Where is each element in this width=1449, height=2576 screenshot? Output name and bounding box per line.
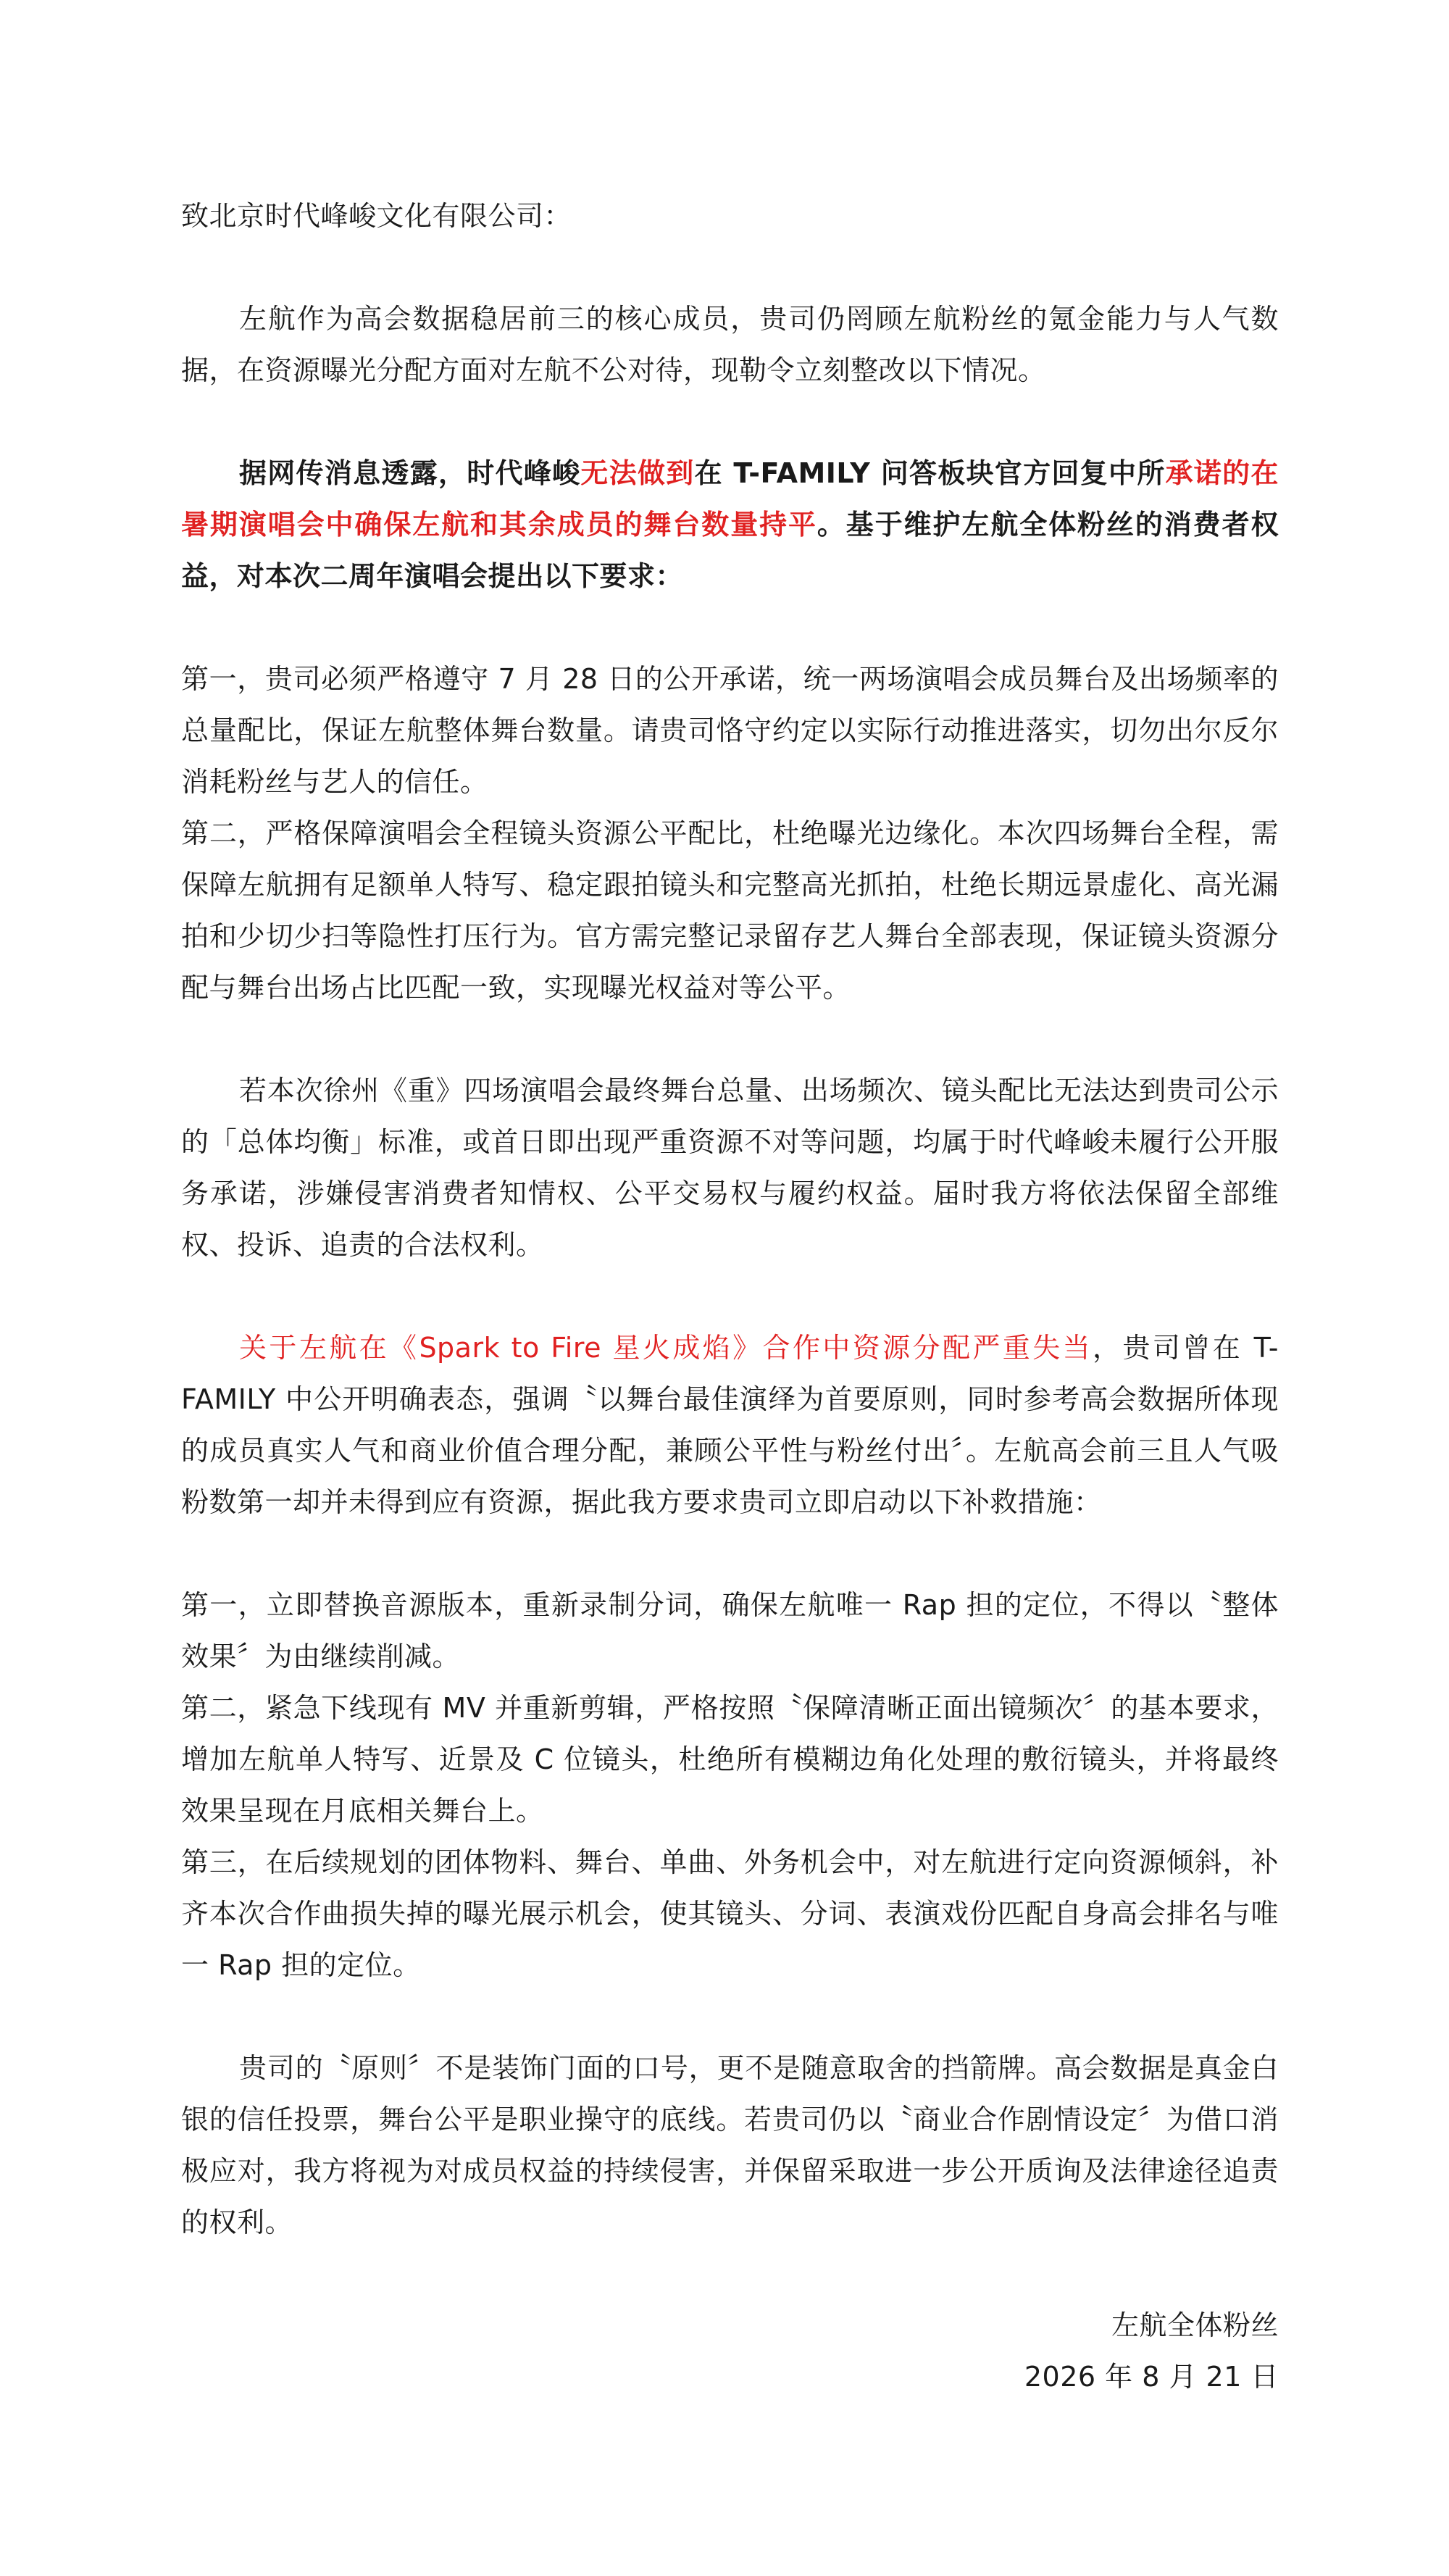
promise-text-e: 。基于维护左航全体粉丝的消费者权益，对本次二周年演唱会提出以下要求： bbox=[181, 509, 1279, 592]
promise-text-c: 在 T-FAMILY 问答板块官方回复中所 bbox=[694, 457, 1166, 489]
promise-text-a: 据网传消息透露，时代峰峻 bbox=[239, 457, 581, 489]
paragraph-closing: 贵司的〝原则〞不是装饰门面的口号，更不是随意取舍的挡箭牌。高会数据是真金白银的信任投票，舞台公平是职业操守的底线。若贵司仍以〝商业合作剧情设定〞为借口消极应对，我方将视为对成员权益的持续侵害，并保留采取进一步公开质询及法律途径追责的权利。 bbox=[181, 2052, 1279, 2238]
measure-1: 第一，立即替换音源版本，重新录制分词，确保左航唯一 Rap 担的定位，不得以〝整体效果〞为由继续削减。 bbox=[181, 1589, 1279, 1672]
promise-highlight-b: 无法做到 bbox=[580, 457, 695, 489]
signature: 左航全体粉丝 bbox=[1111, 2309, 1279, 2341]
requirement-1: 第一，贵司必须严格遵守 7 月 28 日的公开承诺，统一两场演唱会成员舞台及出场频率的总量配比，保证左航整体舞台数量。请贵司恪守约定以实际行动推进落实，切勿出尔反尔消耗粉丝与艺人的信任。 bbox=[181, 663, 1279, 798]
measure-3: 第三，在后续规划的团体物料、舞台、单曲、外务机会中，对左航进行定向资源倾斜，补齐本次合作曲损失掉的曝光展示机会，使其镜头、分词、表演戏份匹配自身高会排名与唯一 Rap 担的定位。 bbox=[181, 1846, 1279, 1981]
paragraph-intro: 左航作为高会数据稳居前三的核心成员，贵司仍罔顾左航粉丝的氪金能力与人气数据，在资源曝光分配方面对左航不公对待，现勒令立刻整改以下情况。 bbox=[181, 303, 1279, 386]
requirement-2: 第二，严格保障演唱会全程镜头资源公平配比，杜绝曝光边缘化。本次四场舞台全程，需保障左航拥有足额单人特写、稳定跟拍镜头和完整高光抓拍，杜绝长期远景虚化、高光漏拍和少切少扫等隐性打压行为。官方需完整记录留存艺人舞台全部表现，保证镜头资源分配与舞台出场占比匹配一致，实现曝光权益对等公平。 bbox=[181, 817, 1279, 1004]
paragraph-collab bbox=[181, 1322, 1279, 1528]
letter-body bbox=[181, 191, 1279, 2403]
date: 2026 年 8 月 21 日 bbox=[1024, 2361, 1279, 2393]
paragraph-promise bbox=[181, 448, 1279, 602]
collab-highlight: 关于左航在《Spark to Fire 星火成焰》合作中资源分配严重失当 bbox=[239, 1332, 1093, 1364]
promise-highlight-d: 承诺的在暑期演唱会中确保左航和其余成员的舞台数量持平 bbox=[181, 457, 1279, 541]
collab-text: ，贵司曾在 T-FAMILY 中公开明确表态，强调〝以舞台最佳演绎为首要原则，同时参考高会数据所体现的成员真实人气和商业价值合理分配，兼顾公平性与粉丝付出〞。左航高会前三且人气吸粉数第一却并未得到应有资源，据此我方要求贵司立即启动以下补救措施： bbox=[181, 1332, 1279, 1518]
paragraph-rights: 若本次徐州《重》四场演唱会最终舞台总量、出场频次、镜头配比无法达到贵司公示的「总体均衡」标准，或首日即出现严重资源不对等问题，均属于时代峰峻未履行公开服务承诺，涉嫌侵害消费者知情权、公平交易权与履约权益。届时我方将依法保留全部维权、投诉、追责的合法权利。 bbox=[181, 1075, 1279, 1261]
salutation: 致北京时代峰峻文化有限公司： bbox=[181, 200, 572, 232]
measure-2: 第二，紧急下线现有 MV 并重新剪辑，严格按照〝保障清晰正面出镜频次〞的基本要求，增加左航单人特写、近景及 C 位镜头，杜绝所有模糊边角化处理的敷衍镜头，并将最终效果呈现在月底相关舞台上。 bbox=[181, 1692, 1279, 1827]
